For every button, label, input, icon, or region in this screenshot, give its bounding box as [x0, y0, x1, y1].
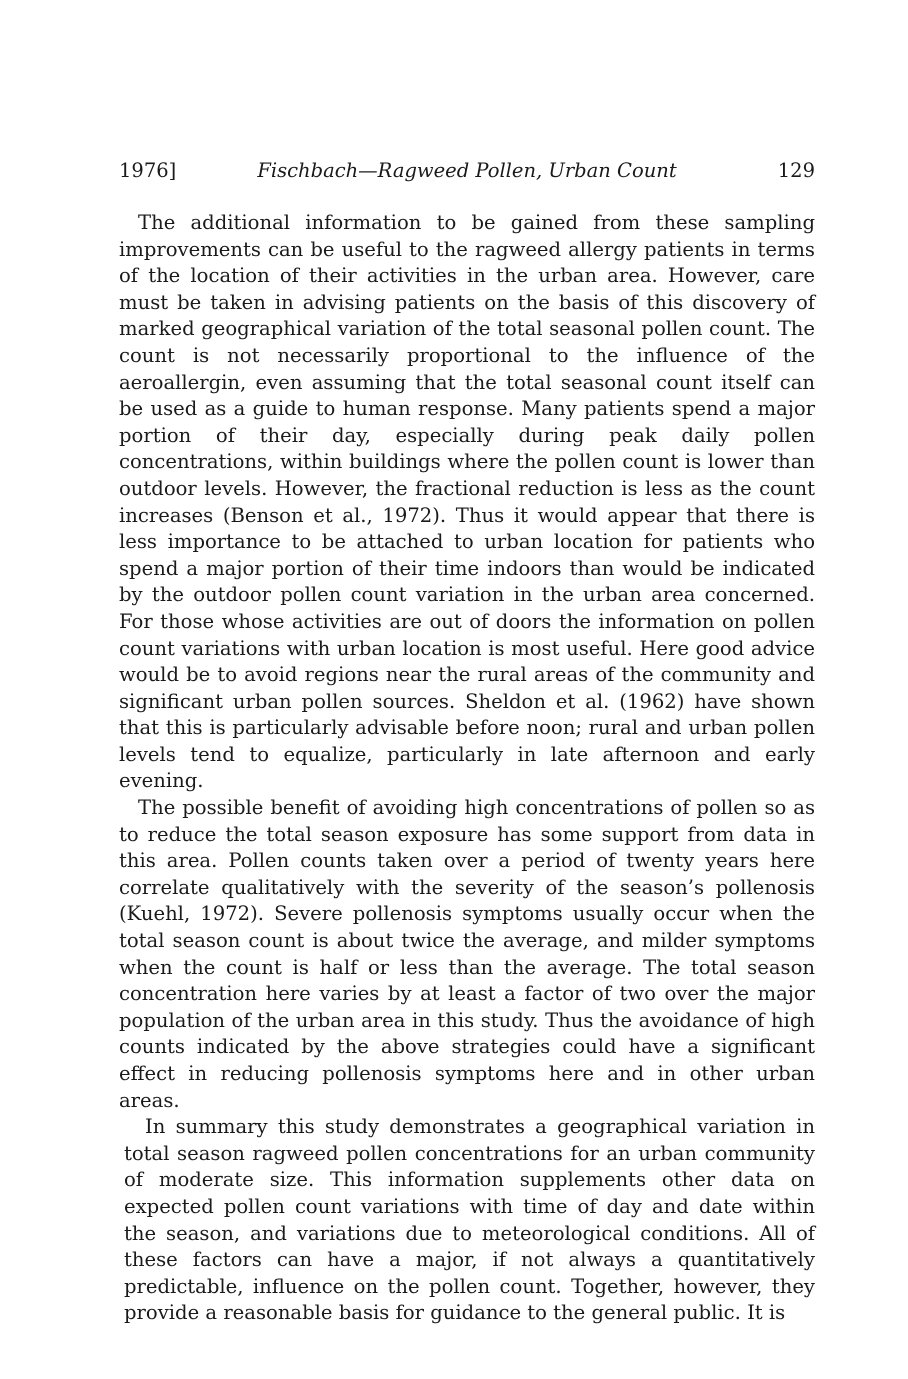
paragraph-summary: In summary this study demonstrates a geographical variation in total season ragweed pollen concentrations for an urban community of moderate size. This information supplements other data on expected pollen count variations with time of day and date within the season, and variations due to meteorological conditions. All of these factors can have a major, if not always a quantitatively predictable, influence on the pollen count. Together, however, they provide a reasonable basis for guidance to the general public. It is [124, 1115, 815, 1325]
header-title: Fischbach—Ragweed Pollen, Urban Count [257, 159, 677, 182]
header-year: 1976] [119, 159, 177, 182]
page-number: 129 [777, 159, 815, 182]
paragraph-sampling-improvements: The additional information to be gained from these sampling improvements can be useful to the ragweed allergy patients in terms of the location of their activities in the urban area. However, care must be taken in advising patients on the basis of this discovery of marked geographical variation of the total seasonal pollen count. The count is not necessarily proportional to the influence of the aeroallergin, even assuming that the total seasonal count itself can be used as a guide to human response. Many patients spend a major portion of their day, especially during peak daily pollen concentrations, within buildings where the pollen count is lower than outdoor levels. However, the fractional reduction is less as the count increases (Benson et al., 1972). Thus it would appear that there is less importance to be attached to urban location for patients who spend a major portion of their time indoors than would be indicated by the outdoor pollen count variation in the urban area concerned. For those whose activities are out of doors the information on pollen count variations with urban location is most useful. Here good advice would be to avoid regions near the rural areas of the community and significant urban pollen sources. Sheldon et al. (1962) have shown that this is particularly advisable before noon; rural and urban pollen levels tend to equalize, particularly in late afternoon and early evening. [119, 211, 815, 793]
paragraph-avoiding-concentrations: The possible benefit of avoiding high concentrations of pollen so as to reduce the total season exposure has some support from data in this area. Pollen counts taken over a period of twenty years here correlate qualitatively with the severity of the season’s pollenosis (Kuehl, 1972). Severe pollenosis symptoms usually occur when the total season count is about twice the average, and milder symptoms when the count is half or less than the average. The total season concentration here varies by at least a factor of two over the major population of the urban area in this study. Thus the avoidance of high counts indicated by the above strategies could have a significant effect in reducing pollenosis symptoms here and in other urban areas. [119, 796, 815, 1112]
running-head [119, 156, 815, 186]
article-body [119, 210, 815, 1327]
